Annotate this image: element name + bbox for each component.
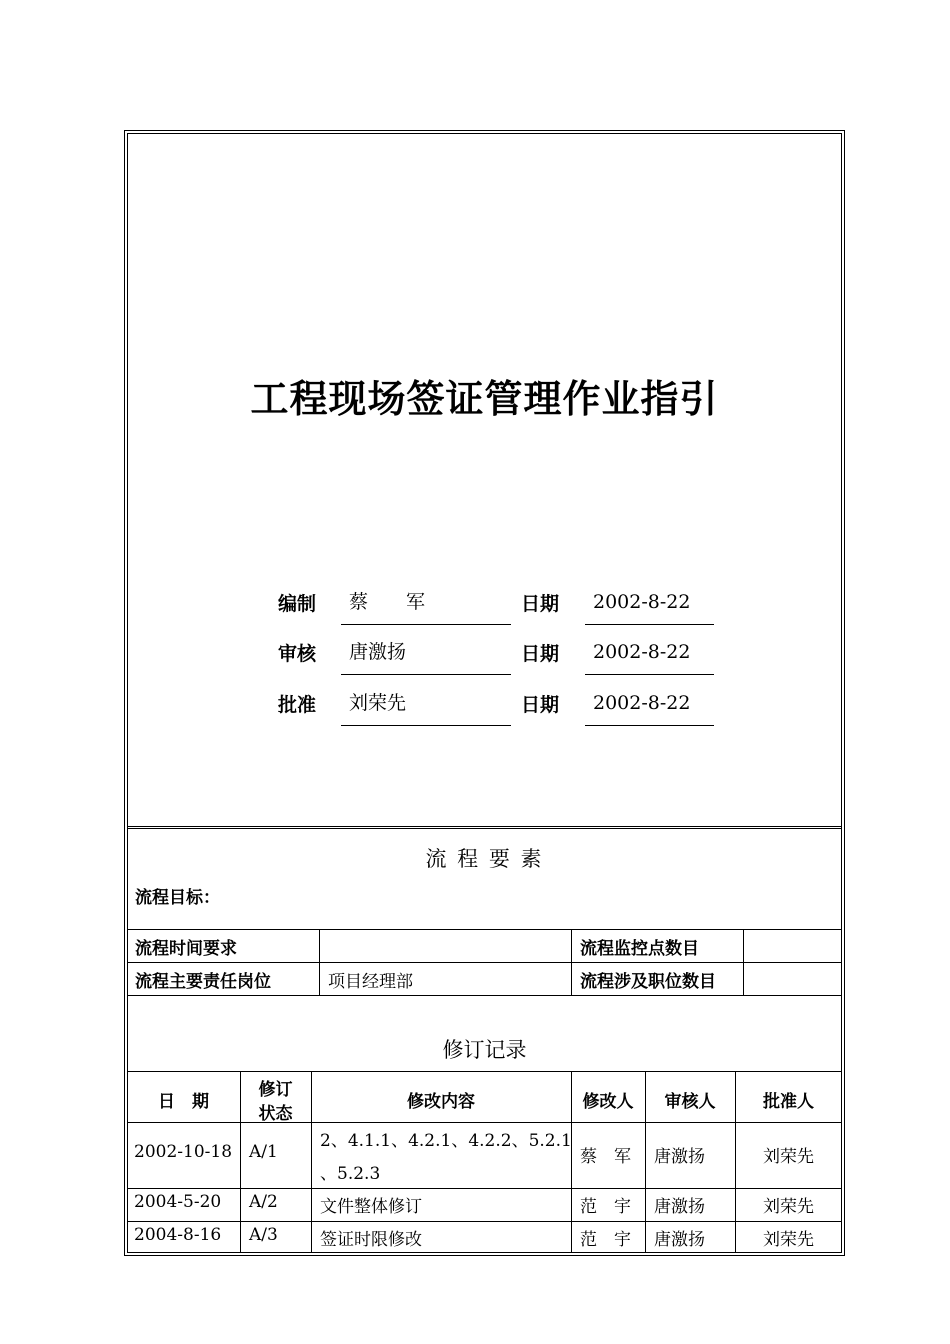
header-reviewer: 审核人 xyxy=(664,1092,716,1112)
reviewer-label: 审核 xyxy=(278,643,317,665)
row2-content: 文件整体修订 xyxy=(320,1197,422,1217)
row2-reviewer: 唐激扬 xyxy=(654,1197,705,1217)
reviewer-date: 2002-8-22 xyxy=(585,638,714,675)
compiler-name: 蔡 军 xyxy=(341,588,511,625)
row1-editor: 蔡 军 xyxy=(580,1147,631,1167)
compiler-date-label: 日期 xyxy=(521,593,560,615)
row2-status: A/2 xyxy=(249,1192,278,1212)
row1-date: 2002-10-18 xyxy=(134,1142,233,1162)
row2-date: 2004-5-20 xyxy=(134,1192,222,1212)
header-status-line2: 状态 xyxy=(258,1104,293,1124)
reviewer-name: 唐激扬 xyxy=(341,638,511,675)
document-title: 工程现场签证管理作业指引 xyxy=(250,377,719,421)
responsible-post-value: 项目经理部 xyxy=(328,972,413,992)
revision-heading: 修订记录 xyxy=(442,1038,527,1062)
row3-date: 2004-8-16 xyxy=(134,1225,222,1245)
header-content: 修改内容 xyxy=(407,1092,475,1112)
compiler-label: 编制 xyxy=(278,593,317,615)
row1-content-line1: 2、4.1.1、4.2.1、4.2.2、5.2.1 xyxy=(320,1131,572,1151)
row3-status: A/3 xyxy=(249,1225,278,1245)
header-date: 日 期 xyxy=(158,1092,209,1112)
row3-reviewer: 唐激扬 xyxy=(654,1230,705,1250)
reviewer-date-label: 日期 xyxy=(521,643,560,665)
approver-date: 2002-8-22 xyxy=(585,689,714,726)
row1-reviewer: 唐激扬 xyxy=(654,1147,705,1167)
row1-status: A/1 xyxy=(249,1142,278,1162)
responsible-post-label: 流程主要责任岗位 xyxy=(135,972,271,992)
row3-content: 签证时限修改 xyxy=(320,1230,422,1250)
process-goal-label: 流程目标： xyxy=(135,888,220,908)
approver-date-label: 日期 xyxy=(521,694,560,716)
row1-approver: 刘荣先 xyxy=(763,1147,814,1167)
header-approver: 批准人 xyxy=(763,1092,814,1112)
header-editor: 修改人 xyxy=(582,1092,634,1112)
row1-content-line2: 、5.2.3 xyxy=(320,1164,381,1184)
header-status-line1: 修订 xyxy=(258,1080,293,1100)
row2-approver: 刘荣先 xyxy=(763,1197,814,1217)
approver-label: 批准 xyxy=(278,694,317,716)
positions-count-label: 流程涉及职位数目 xyxy=(580,972,716,992)
section-divider xyxy=(127,826,842,829)
approver-name: 刘荣先 xyxy=(341,689,511,726)
row2-editor: 范 宇 xyxy=(580,1197,631,1217)
compiler-date: 2002-8-22 xyxy=(585,588,714,625)
monitor-points-label: 流程监控点数目 xyxy=(580,939,699,959)
process-heading: 流 程 要 素 xyxy=(425,847,544,871)
row3-editor: 范 宇 xyxy=(580,1230,631,1250)
time-requirement-label: 流程时间要求 xyxy=(135,939,237,959)
row3-approver: 刘荣先 xyxy=(763,1230,814,1250)
